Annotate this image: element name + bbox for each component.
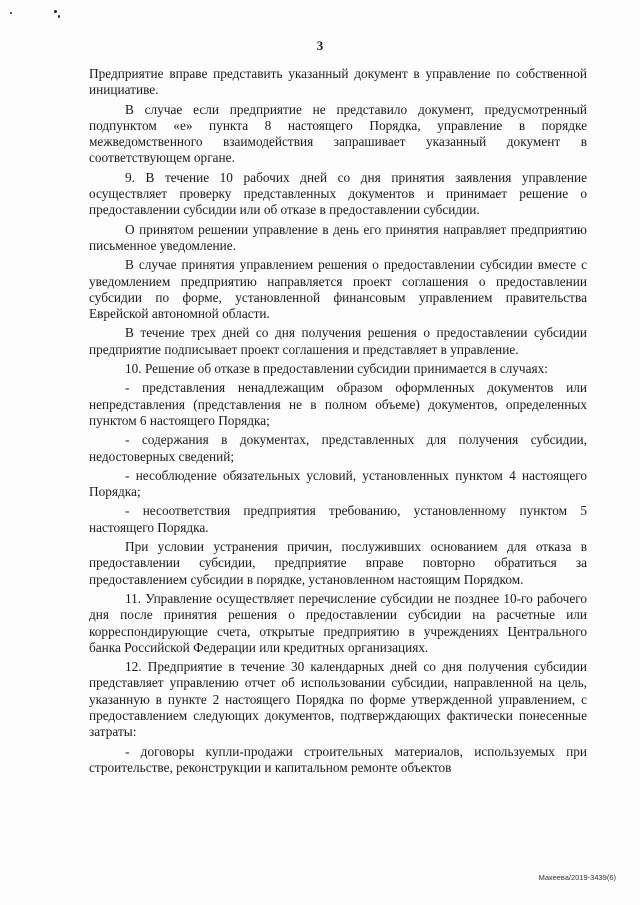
document-reference: Макеева/2019-3439(6) <box>538 873 616 882</box>
document-body <box>89 66 587 776</box>
scan-speck <box>10 12 12 14</box>
page-number: 3 <box>316 38 324 53</box>
paragraph: 11. Управление осуществляет перечисление субсидии не позднее 10-го рабочего дня после принятия решения о предоставлении субсидии на расчетные или корреспондирующие счета, открытые предприятию в учреждениях Центрального банка Российской Федерации или кредитных организациях. <box>89 590 587 655</box>
paragraph: 10. Решение об отказе в предоставлении субсидии принимается в случаях: <box>125 361 548 377</box>
list-item: - договоры купли-продажи строительных материалов, используемых при строительстве, реконструкции и капитальном ремонте объектов <box>89 743 587 775</box>
paragraph: Предприятие вправе представить указанный документ в управление по собственной инициативе. <box>89 66 587 98</box>
list-item: - представления ненадлежащим образом оформленных документов или непредставления (представления не в полном объеме) документов, определенных пунктом 6 настоящего Порядка; <box>89 380 587 428</box>
scan-speck <box>58 15 60 18</box>
paragraph: О принятом решении управление в день его принятия направляет предприятию письменное уведомление. <box>89 221 587 253</box>
list-item: - содержания в документах, представленных для получения субсидии, недостоверных сведений; <box>89 432 587 464</box>
paragraph: В случае если предприятие не представило документ, предусмотренный подпунктом «е» пункта 8 настоящего Порядка, управление в порядке межведомственного взаимодействия запрашивает указанный документ в соответствующем органе. <box>89 101 587 166</box>
paragraph: 12. Предприятие в течение 30 календарных дней со дня получения субсидии представляет управлению отчет об использовании субсидии, направленной на цель, указанную в пункте 2 настоящего Порядка по форме утвержденной управлением, с предоставлением следующих документов, подтверждающих фактически понесенные затраты: <box>89 659 587 740</box>
scan-speck <box>54 10 57 13</box>
paragraph: В течение трех дней со дня получения решения о предоставлении субсидии предприятие подписывает проект соглашения и представляет в управление. <box>89 325 587 357</box>
list-item: - несоблюдение обязательных условий, установленных пунктом 4 настоящего Порядка; <box>89 467 587 500</box>
paragraph: 9. В течение 10 рабочих дней со дня принятия заявления управление осуществляет проверку представленных документов и принимает решение о предоставлении субсидии или об отказе в предоставлении субсидии. <box>89 169 587 218</box>
paragraph: В случае принятия управлением решения о предоставлении субсидии вместе с уведомлением предприятию направляется проект соглашения о предоставлении субсидии по форме, установленной финансовым управлением правительства Еврейской автономной области. <box>89 257 587 322</box>
paragraph: При условии устранения причин, послуживших основанием для отказа в предоставлении субсидии, предприятие вправе повторно обратиться за предоставлением субсидии в порядке, установленном настоящим Порядком. <box>89 539 587 587</box>
list-item: - несоответствия предприятия требованию, установленному пунктом 5 настоящего Порядка. <box>89 503 587 535</box>
